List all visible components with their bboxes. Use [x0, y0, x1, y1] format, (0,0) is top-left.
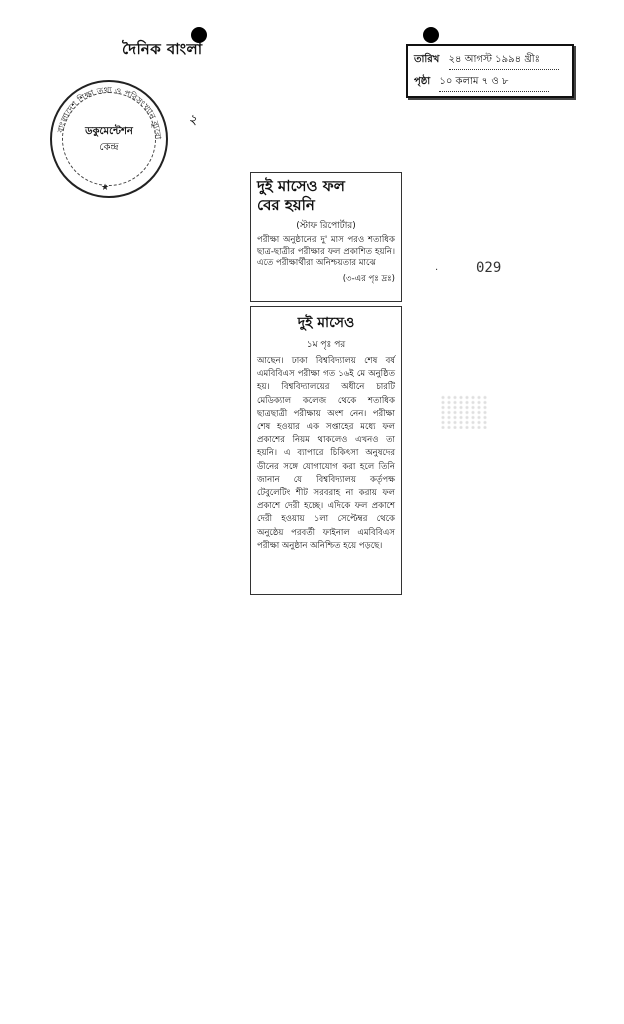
newspaper-name: দৈনিক বাংলা — [122, 40, 203, 58]
date-row — [414, 52, 559, 70]
handwritten-mark: ২ — [188, 112, 198, 128]
page-value: ১০ কলাম ৭ ও ৮ — [439, 74, 549, 92]
clipping-headline-line2: বের হয়নি — [257, 196, 315, 214]
stamp-org-text: বাংলাদেশ শিক্ষা তথ্য ও পরিসংখ্যান ব্যুরো — [56, 85, 163, 140]
star-icon: ★ — [101, 183, 110, 193]
punch-hole — [423, 27, 439, 43]
date-value: ২৪ আগস্ট ১৯৯৪ খ্রীঃ — [449, 52, 559, 70]
documentation-stamp — [50, 80, 168, 198]
news-clipping-2 — [250, 306, 402, 595]
stamp-center-line2: কেন্দ্র — [99, 142, 119, 153]
ink-speck: · — [435, 265, 439, 276]
page-number: 029 — [476, 260, 502, 276]
continued-note: (৩-এর পৃঃ দ্রঃ) — [342, 273, 395, 284]
continuation-source: ১ম পৃঃ পর — [306, 340, 346, 350]
date-box — [406, 44, 574, 98]
clipping-headline-line1: দুই মাসেও ফল — [257, 177, 345, 195]
ink-smudge — [440, 395, 488, 429]
stamp-center-line1: ডকুমেন্টেশন — [85, 126, 133, 137]
continuation-body: আছেন। ঢাকা বিশ্ববিদ্যালয় শেষ বর্ষ এমবিবিএস পরীক্ষা গত ১৬ই মে অনুষ্ঠিত হয়। বিশ্ববিদ্যালয়ের অধীনে চারটি মেডিক্যাল কলেজ থেকে শতাধিক ছাত্রছাত্রী পরীক্ষায় অংশ নেন। পরীক্ষা শেষ হওয়ার এক সপ্তাহের মধ্যে ফল প্রকাশের নিয়ম থাকলেও এখনও তা হয়নি। এ ব্যাপারে চিকিৎসা অনুষদের ডীনের সঙ্গে যোগাযোগ করা হলে তিনি জানান যে বিশ্ববিদ্যালয় কর্তৃপক্ষ টেবুলেটিং শীট সরবরাহ না করায় ফল প্রকাশে দেরী হচ্ছে। এদিকে ফল প্রকাশে দেরী হওয়ায় ১লা সেপ্টেম্বর থেকে অনুষ্ঠেয় পরবর্তী ফাইনাল এমবিবিএস পরীক্ষা অনুষ্ঠান অনিশ্চিত হয়ে পড়ছে। — [257, 356, 395, 551]
page-label: পৃষ্ঠা — [414, 76, 431, 87]
clipping-body: পরীক্ষা অনুষ্ঠানের দু' মাস পরও শতাধিক ছাত্র-ছাত্রীর পরীক্ষার ফল প্রকাশিত হয়নি। এতে পরীক্ষার্থীরা অনিশ্চয়তার মাঝে — [257, 235, 395, 268]
continuation-headline: দুই মাসেও — [297, 315, 355, 331]
page-row — [414, 74, 549, 92]
clipping-byline: (স্টাফ রিপোর্টার) — [296, 221, 356, 231]
news-clipping-1 — [250, 172, 402, 302]
date-label: তারিখ — [414, 54, 440, 65]
